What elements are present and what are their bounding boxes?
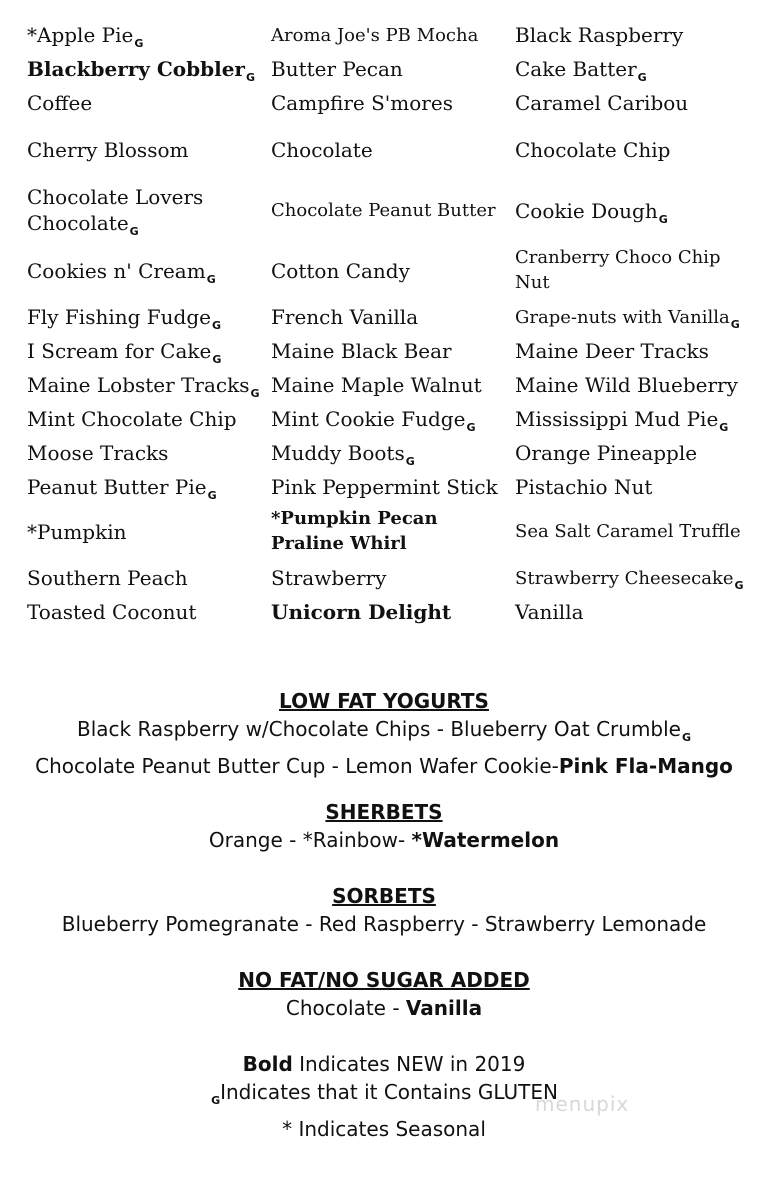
flavor-item: Cranberry Choco Chip Nut bbox=[515, 247, 721, 293]
flavor-item: Chocolate Lovers Chocolate$_G$ bbox=[27, 185, 204, 238]
flavor-item: Mint Cookie Fudge$_G$ bbox=[271, 407, 476, 434]
flavor-item: Strawberry Cheesecake$_G$ bbox=[515, 568, 744, 592]
flavor-item: Muddy Boots$_G$ bbox=[271, 441, 415, 468]
flavor-item: Maine Maple Walnut bbox=[271, 373, 482, 397]
sorbets-section bbox=[0, 882, 768, 938]
flavor-item: I Scream for Cake$_G$ bbox=[27, 339, 222, 366]
flavor-item: Black Raspberry bbox=[515, 23, 684, 47]
section-title: LOW FAT YOGURTS bbox=[279, 689, 489, 713]
sorbet-line: Blueberry Pomegranate - Red Raspberry - Strawberry Lemonade bbox=[61, 912, 707, 936]
yogurt-line: Chocolate Peanut Butter Cup - Lemon Wafer Cookie-Pink Fla-Mango bbox=[35, 754, 733, 778]
legend-gluten: $_G$Indicates that it Contains GLUTEN bbox=[211, 1080, 558, 1107]
flavor-item: Campfire S'mores bbox=[271, 91, 453, 115]
flavor-item: Aroma Joe's PB Mocha bbox=[271, 25, 479, 46]
flavor-item: Grape-nuts with Vanilla$_G$ bbox=[515, 307, 740, 331]
yogurt-line: Black Raspberry w/Chocolate Chips - Blueberry Oat Crumble$_G$ bbox=[76, 717, 692, 744]
flavor-item: Unicorn Delight bbox=[271, 600, 452, 624]
section-title: SHERBETS bbox=[325, 800, 443, 824]
watermark: menupix bbox=[535, 1092, 630, 1116]
flavor-item: Cookies n' Cream$_G$ bbox=[27, 259, 216, 286]
no-fat-section bbox=[0, 966, 768, 1022]
flavor-item: Coffee bbox=[27, 91, 93, 115]
sherbets-section bbox=[0, 798, 768, 854]
flavor-item: Moose Tracks bbox=[27, 441, 169, 465]
flavor-item: Cherry Blossom bbox=[27, 138, 189, 162]
flavor-item: Blackberry Cobbler$_G$ bbox=[27, 57, 255, 84]
flavor-item: Maine Black Bear bbox=[271, 339, 452, 363]
flavor-item: Fly Fishing Fudge$_G$ bbox=[27, 305, 222, 332]
flavor-item: Peanut Butter Pie$_G$ bbox=[27, 475, 217, 502]
flavor-item: Maine Wild Blueberry bbox=[515, 373, 738, 397]
flavor-item: Toasted Coconut bbox=[27, 600, 197, 624]
flavor-item: Caramel Caribou bbox=[515, 91, 689, 115]
flavor-item: Butter Pecan bbox=[271, 57, 403, 81]
legend-seasonal: * Indicates Seasonal bbox=[282, 1117, 486, 1141]
flavor-item: Cotton Candy bbox=[271, 259, 410, 283]
section-title: SORBETS bbox=[332, 884, 436, 908]
legend-bold: Bold Indicates NEW in 2019 bbox=[242, 1052, 526, 1076]
low-fat-yogurts-section bbox=[0, 687, 768, 780]
legend bbox=[0, 1050, 768, 1143]
flavor-item: Cake Batter$_G$ bbox=[515, 57, 647, 84]
flavor-item: Pink Peppermint Stick bbox=[271, 475, 498, 499]
flavor-item: *Apple Pie$_G$ bbox=[27, 23, 144, 50]
flavor-item: Chocolate Chip bbox=[515, 138, 671, 162]
section-title: NO FAT/NO SUGAR ADDED bbox=[238, 968, 530, 992]
flavor-item: Orange Pineapple bbox=[515, 441, 698, 465]
flavor-item: *Pumpkin Pecan Praline Whirl bbox=[271, 508, 438, 554]
flavor-item: Cookie Dough$_G$ bbox=[515, 199, 668, 226]
flavor-item: Chocolate Peanut Butter bbox=[271, 200, 496, 221]
flavor-item: Sea Salt Caramel Truffle bbox=[515, 521, 741, 542]
flavor-item: Pistachio Nut bbox=[515, 475, 653, 499]
flavor-item: *Pumpkin bbox=[27, 520, 127, 544]
flavor-item: Mississippi Mud Pie$_G$ bbox=[515, 407, 729, 434]
flavor-item: Maine Deer Tracks bbox=[515, 339, 709, 363]
flavor-item: Strawberry bbox=[271, 566, 387, 590]
no-fat-line: Chocolate - Vanilla bbox=[285, 996, 483, 1020]
flavor-item: Chocolate bbox=[271, 138, 373, 162]
flavor-item: Mint Chocolate Chip bbox=[27, 407, 237, 431]
flavor-item: French Vanilla bbox=[271, 305, 419, 329]
flavor-item: Southern Peach bbox=[27, 566, 188, 590]
flavor-item: Maine Lobster Tracks$_G$ bbox=[27, 373, 260, 400]
flavor-item: Vanilla bbox=[515, 600, 584, 624]
sherbet-line: Orange - *Rainbow- *Watermelon bbox=[208, 828, 560, 852]
